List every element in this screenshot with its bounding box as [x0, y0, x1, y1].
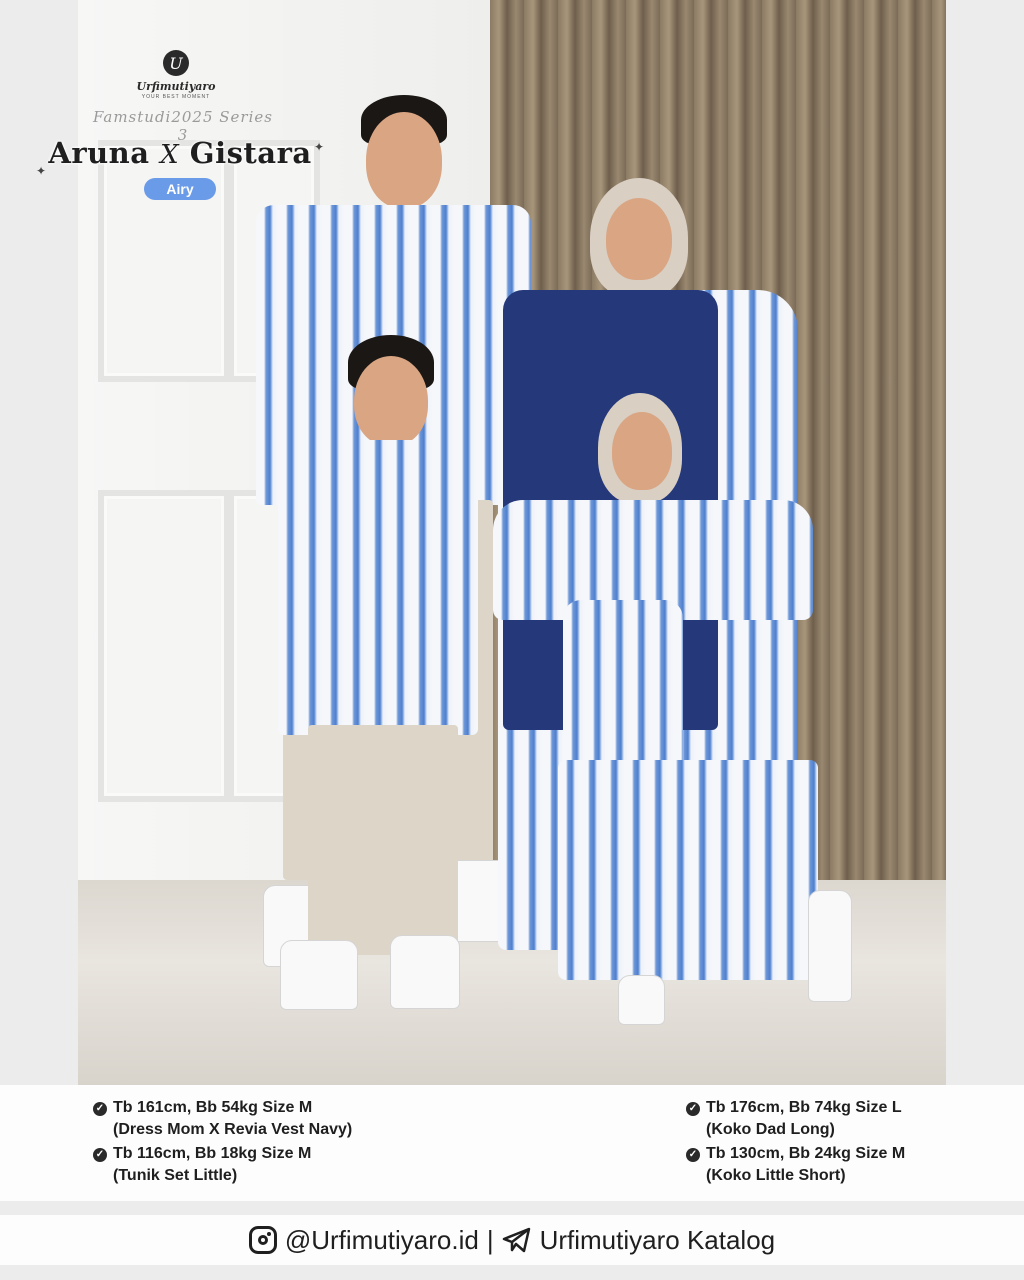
title-part-2: Gistara	[189, 136, 312, 170]
brand-tagline: YOUR BEST MOMENT	[141, 94, 211, 100]
door-panel	[98, 140, 230, 382]
product-title	[40, 136, 320, 170]
check-icon: ✓	[686, 1148, 700, 1162]
size-info-detail: (Koko Dad Long)	[706, 1121, 835, 1138]
door-panel	[98, 490, 230, 802]
size-info-line: Tb 116cm, Bb 18kg Size M	[113, 1145, 312, 1162]
size-info-detail: (Dress Mom X Revia Vest Navy)	[113, 1121, 353, 1138]
size-info-detail: (Tunik Set Little)	[113, 1167, 238, 1184]
variant-badge: Airy	[144, 178, 216, 200]
sparkle-icon: ✦	[314, 140, 325, 154]
size-info-item	[686, 1097, 902, 1141]
size-info-panel	[0, 1085, 1024, 1201]
instagram-handle[interactable]: @Urfimutiyaro.id	[284, 1224, 479, 1255]
series-label: Famstudi2025 Series 3	[93, 108, 273, 144]
title-x: X	[160, 140, 180, 170]
telegram-icon[interactable]	[502, 1227, 532, 1253]
size-info-item	[686, 1143, 905, 1187]
instagram-icon[interactable]	[249, 1226, 277, 1254]
size-info-item	[93, 1097, 352, 1141]
brand-name: Urfimutiyaro	[136, 80, 216, 93]
telegram-catalog-link[interactable]: Urfimutiyaro Katalog	[539, 1224, 776, 1255]
check-icon: ✓	[686, 1102, 700, 1116]
title-part-1: Aruna	[48, 136, 150, 170]
check-icon: ✓	[93, 1102, 107, 1116]
footer-separator: |	[486, 1224, 494, 1255]
size-info-line: Tb 176cm, Bb 74kg Size L	[706, 1099, 902, 1116]
check-icon: ✓	[93, 1148, 107, 1162]
size-info-item	[93, 1143, 311, 1187]
size-info-detail: (Koko Little Short)	[706, 1167, 846, 1184]
sparkle-icon: ✦	[36, 164, 47, 178]
size-info-line: Tb 130cm, Bb 24kg Size M	[706, 1145, 906, 1162]
footer-bar	[0, 1215, 1024, 1265]
size-info-line: Tb 161cm, Bb 54kg Size M	[113, 1099, 313, 1116]
brand-logo-icon: U	[163, 50, 189, 76]
